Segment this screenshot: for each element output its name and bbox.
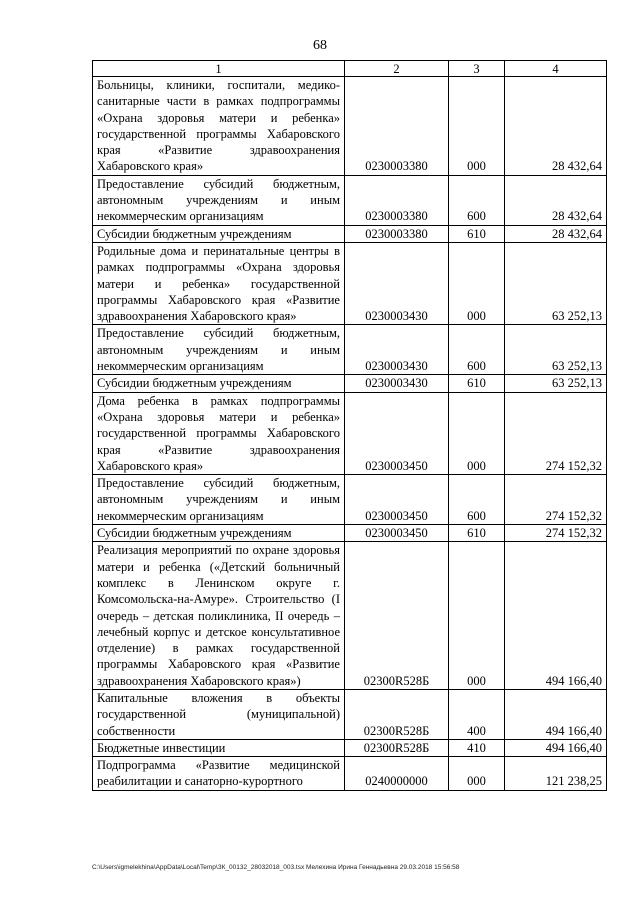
row-amount: 494 166,40 — [505, 542, 607, 690]
row-expense-type: 610 — [449, 525, 505, 542]
table-row — [93, 689, 607, 739]
row-description: Реализация мероприятий по охране здоровья матери и ребенка («Детский больничный комплекс в Ленинском округе г. Комсомольска-на-Амуре». Строительство (I очередь – детская поликлиника, II очередь – лечебный корпус и детское консультативное отделение) в рамках государственной программы Хабаровского края «Развитие здравоохранения Хабаровского края») — [93, 542, 345, 690]
table-row — [93, 175, 607, 225]
row-amount: 63 252,13 — [505, 375, 607, 392]
row-description: Субсидии бюджетным учреждениям — [93, 375, 345, 392]
row-target-code: 0230003450 — [345, 475, 449, 525]
row-description: Предоставление субсидий бюджетным, автономным учреждениям и иным некоммерческим организациям — [93, 175, 345, 225]
table-row — [93, 542, 607, 690]
row-target-code: 02300R528Б — [345, 689, 449, 739]
row-amount: 494 166,40 — [505, 739, 607, 756]
row-amount: 28 432,64 — [505, 77, 607, 176]
file-path-footer: C:\Users\igmelekhina\AppData\Local\Temp\ЗК_00132_28032018_003.tsx Мелехина Ирина Геннадьевна 29.03.2018 15:56:58 — [92, 864, 460, 871]
row-description: Больницы, клиники, госпитали, медико-санитарные части в рамках подпрограммы «Охрана здоровья матери и ребенка» государственной программы Хабаровского края «Развитие здравоохранения Хабаровского края» — [93, 77, 345, 176]
row-description: Дома ребенка в рамках подпрограммы «Охрана здоровья матери и ребенка» государственной программы Хабаровского края «Развитие здравоохранения Хабаровского края» — [93, 392, 345, 474]
row-target-code: 0240000000 — [345, 757, 449, 791]
header-col-4: 4 — [505, 61, 607, 77]
table-row — [93, 77, 607, 176]
row-description: Субсидии бюджетным учреждениям — [93, 525, 345, 542]
page-number: 68 — [313, 38, 327, 53]
row-amount: 63 252,13 — [505, 242, 607, 324]
row-amount: 28 432,64 — [505, 225, 607, 242]
row-amount: 494 166,40 — [505, 689, 607, 739]
header-col-2: 2 — [345, 61, 449, 77]
row-expense-type: 600 — [449, 325, 505, 375]
table-row — [93, 392, 607, 474]
row-expense-type: 600 — [449, 175, 505, 225]
row-description: Предоставление субсидий бюджетным, автономным учреждениям и иным некоммерческим организациям — [93, 475, 345, 525]
row-expense-type: 000 — [449, 757, 505, 791]
row-expense-type: 000 — [449, 77, 505, 176]
row-amount: 121 238,25 — [505, 757, 607, 791]
table-row — [93, 739, 607, 756]
row-expense-type: 610 — [449, 225, 505, 242]
row-description: Капитальные вложения в объекты государственной (муниципальной) собственности — [93, 689, 345, 739]
row-expense-type: 400 — [449, 689, 505, 739]
table-row — [93, 525, 607, 542]
row-description: Подпрограмма «Развитие медицинской реабилитации и санаторно-курортного — [93, 757, 345, 791]
row-description: Бюджетные инвестиции — [93, 739, 345, 756]
row-target-code: 0230003380 — [345, 225, 449, 242]
row-amount: 274 152,32 — [505, 475, 607, 525]
table-row — [93, 757, 607, 791]
header-col-3: 3 — [449, 61, 505, 77]
table-row — [93, 225, 607, 242]
row-description: Родильные дома и перинатальные центры в рамках подпрограммы «Охрана здоровья матери и ребенка» государственной программы Хабаровского края «Развитие здравоохранения Хабаровского края» — [93, 242, 345, 324]
row-target-code: 0230003450 — [345, 392, 449, 474]
row-target-code: 0230003430 — [345, 325, 449, 375]
row-expense-type: 610 — [449, 375, 505, 392]
row-amount: 28 432,64 — [505, 175, 607, 225]
table-row — [93, 375, 607, 392]
row-target-code: 02300R528Б — [345, 542, 449, 690]
row-expense-type: 410 — [449, 739, 505, 756]
row-target-code: 0230003380 — [345, 175, 449, 225]
row-amount: 274 152,32 — [505, 525, 607, 542]
row-expense-type: 000 — [449, 242, 505, 324]
row-target-code: 0230003380 — [345, 77, 449, 176]
row-target-code: 0230003450 — [345, 525, 449, 542]
row-expense-type: 000 — [449, 542, 505, 690]
row-target-code: 0230003430 — [345, 375, 449, 392]
table-row — [93, 325, 607, 375]
table-row — [93, 242, 607, 324]
row-amount: 63 252,13 — [505, 325, 607, 375]
table-row — [93, 475, 607, 525]
row-description: Предоставление субсидий бюджетным, автономным учреждениям и иным некоммерческим организациям — [93, 325, 345, 375]
row-expense-type: 000 — [449, 392, 505, 474]
row-target-code: 02300R528Б — [345, 739, 449, 756]
budget-table — [92, 60, 607, 791]
row-expense-type: 600 — [449, 475, 505, 525]
header-row — [93, 61, 607, 77]
row-amount: 274 152,32 — [505, 392, 607, 474]
row-description: Субсидии бюджетным учреждениям — [93, 225, 345, 242]
row-target-code: 0230003430 — [345, 242, 449, 324]
header-col-1: 1 — [93, 61, 345, 77]
